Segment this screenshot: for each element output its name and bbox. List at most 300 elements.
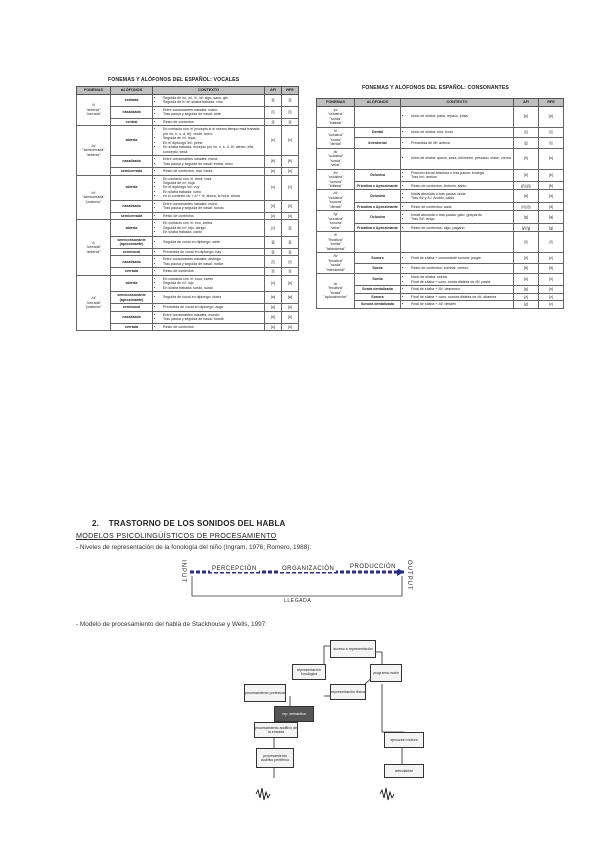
context-item: • Inicio de sílaba: pasa, repaso, prisa — [411, 114, 511, 118]
context-cell — [401, 127, 514, 137]
context-list — [403, 184, 511, 188]
box-lexical: representación léxica — [330, 684, 366, 700]
context-item: • Seguida de vocal en diptongo: siete — [163, 240, 262, 244]
context-cell — [153, 304, 265, 311]
rfe-cell: [p] — [539, 106, 564, 127]
table-row — [77, 248, 299, 255]
rfe-cell: [w] — [282, 292, 299, 304]
allophone-cell: Sonora — [355, 253, 401, 263]
rfe-cell: [i] — [282, 268, 299, 275]
rfe-cell: [ĩ] — [282, 256, 299, 268]
afi-cell: [u̯] — [265, 304, 282, 311]
allophone-cell: semiconsonante (aproximante) — [111, 236, 153, 248]
context-list — [403, 141, 511, 145]
afi-cell: [õ] — [265, 200, 282, 212]
context-cell — [153, 212, 265, 219]
afi-cell: [ĩ] — [265, 106, 282, 118]
rfe-cell: [i] — [282, 118, 299, 125]
context-item: • Tras /N/: tango — [411, 217, 511, 221]
context-list — [155, 257, 262, 266]
phoneme-cell: /g/ "oclusiva" "sonora" "velar" — [317, 211, 355, 232]
phoneme-cell: /i/ "cerrada" "anterior" — [77, 220, 111, 275]
context-list — [155, 157, 262, 166]
consonant-table-title: FONEMAS Y ALÓFONOS DEL ESPAÑOL: CONSONANTES — [362, 85, 509, 91]
section-subtitle: MODELOS PSICOLINGÜÍSTICOS DE PROCESAMIENTO — [76, 531, 277, 540]
context-item: • Inicio de sílaba: queso, casa, kilómetro, pescado, clase, crema — [411, 156, 511, 160]
afi-cell: [ɔ] — [265, 175, 282, 200]
context-cell — [401, 263, 514, 273]
context-cell — [153, 292, 265, 304]
afi-cell: [ð] [ð̞] — [514, 203, 539, 211]
output-label: OUTPUT — [406, 560, 412, 591]
context-cell — [153, 220, 265, 236]
rfe-cell: [ũ] — [282, 311, 299, 323]
context-cell — [153, 311, 265, 323]
rfe-cell: [ẓ] — [539, 253, 564, 263]
context-cell — [401, 232, 514, 253]
box-execution: ejecución motora — [384, 732, 424, 748]
table-row — [317, 127, 564, 137]
bullet-stackhouse: - Modelo de procesamiento del habla de Stackhouse y Wells, 1997: — [76, 621, 268, 628]
afi-cell: [f] — [514, 232, 539, 253]
allophone-cell: Fricativa o Aproximante — [355, 203, 401, 211]
table-row — [77, 304, 299, 311]
box-speech-input: procesamiento auditivo de la entrada — [254, 722, 298, 738]
context-item: • En sílaba trabada: corto — [163, 190, 262, 194]
context-item: • Entre consonantes nasales: mano — [163, 108, 262, 112]
allophone-cell: nasalizada — [111, 156, 153, 168]
phoneme-cell: /i/ "anterior" "cerrada" — [77, 94, 111, 125]
table-row — [77, 212, 299, 219]
context-list — [155, 169, 262, 173]
context-item: • En sílaba trabada: surdo, susto — [163, 286, 262, 290]
afi-cell: [e] — [265, 168, 282, 175]
table-row — [77, 168, 299, 175]
context-list — [155, 250, 262, 254]
context-item: • En sílaba trabada, excepto por /m, n, s, d, θ/: afecto, ella, concepto, seda — [163, 145, 262, 154]
afi-cell: [i] — [265, 118, 282, 125]
perception-label: PERCEPCIÓN — [212, 566, 257, 572]
rfe-cell: [i] — [282, 94, 299, 106]
context-list — [155, 269, 262, 273]
context-list — [403, 226, 511, 230]
context-item: • Entre consonantes nasales: mono — [163, 202, 262, 206]
afi-cell: [z] — [514, 293, 539, 300]
stackhouse-arrows — [244, 636, 424, 806]
levels-diagram — [180, 558, 420, 606]
allophone-cell: Fricativa o Aproximante — [355, 182, 401, 190]
context-item: • En contacto con /r/: ruso, carrer — [163, 277, 262, 281]
context-cell — [401, 224, 514, 232]
phoneme-cell: /b/ "oclusiva" "sonora" "bilabial" — [317, 169, 355, 190]
context-item: • Inicio de sílaba: sirena — [411, 275, 511, 279]
context-list — [155, 325, 262, 329]
context-item: • Resto de contextos — [163, 214, 262, 218]
afi-cell: [ɛ] — [265, 126, 282, 156]
context-cell — [401, 293, 514, 300]
rfe-cell: [t] — [539, 127, 564, 137]
bullet-ingram: - Niveles de representación de la fonología del niño (Ingram, 1976; Romero, 1988): — [76, 544, 312, 551]
context-item: • Seguida de /x/: lujo — [163, 281, 262, 285]
context-item: • Seguida de /r/ en sílaba trabada: vino — [163, 100, 262, 104]
afi-cell: [g] — [514, 211, 539, 224]
context-list — [403, 287, 511, 291]
context-item: • Resto de contextos — [163, 325, 262, 329]
rfe-cell: [ĩ] — [282, 106, 299, 118]
box-access-representation: acceso a representación — [330, 640, 376, 658]
context-item: • Final de sílaba + consonante sonora: juzgar — [411, 256, 511, 260]
rfe-cell: [ṣ] — [539, 286, 564, 293]
phoneme-cell: /p/ "oclusiva" "sorda" "bilabial" — [317, 106, 355, 127]
context-cell — [401, 148, 514, 169]
table-row — [317, 169, 564, 182]
table-row — [77, 220, 299, 236]
context-list — [403, 256, 511, 260]
input-label: INPUT — [180, 560, 186, 583]
rfe-cell: [õ] — [282, 200, 299, 212]
context-list — [155, 108, 262, 117]
context-cell — [401, 253, 514, 263]
afi-cell: [β] [β̞] — [514, 182, 539, 190]
context-item: • En sílaba trabada: canto — [163, 230, 262, 234]
context-list — [403, 266, 511, 270]
afi-cell: [b] — [514, 169, 539, 182]
context-list — [155, 214, 262, 218]
table-row — [317, 106, 564, 127]
context-item: • Inicial absoluta o tras pausa: gato, guepardo — [411, 213, 511, 217]
context-cell — [153, 94, 265, 106]
afi-cell: [k] — [514, 148, 539, 169]
context-cell — [401, 203, 514, 211]
context-list — [155, 277, 262, 290]
context-item: • Final de sílaba + cons. sonora distinta de /d/: altamira — [411, 295, 511, 299]
allophone-cell: Oclusiva — [355, 190, 401, 203]
box-prelexical: procesamiento prelexical — [244, 684, 286, 702]
context-cell — [401, 274, 514, 286]
rfe-cell: [đ] — [539, 203, 564, 211]
context-item: • Precedida de vocal en diptongo: hay — [163, 250, 262, 254]
context-item: • Final de sílaba + /d/: desdén — [411, 302, 511, 306]
allophone-cell — [355, 106, 401, 127]
context-item: • Final de sílaba + /θ/: descenso — [411, 287, 511, 291]
context-item: • Resto de contextos: mal, mesa — [163, 169, 262, 173]
allophone-cell: nasalizada — [111, 200, 153, 212]
afi-cell: [u] — [265, 323, 282, 330]
afi-cell: [ẽ] — [265, 156, 282, 168]
context-list — [403, 130, 511, 134]
context-item: • En el diptongo /oi/: voy — [163, 185, 262, 189]
afi-cell: [i̯] — [265, 248, 282, 255]
rfe-cell: [d] — [539, 190, 564, 203]
context-item: • Posición inicial absoluta o tras pausa: bodega — [411, 171, 511, 175]
context-item: • Inicio de sílaba: toro, trozo — [411, 130, 511, 134]
allophone-cell: nasalizada — [111, 256, 153, 268]
context-cell — [401, 211, 514, 224]
rfe-cell: [θ] — [539, 263, 564, 273]
context-list — [403, 213, 511, 222]
context-cell — [153, 323, 265, 330]
context-item: • Seguida de /x/: lejos — [163, 136, 262, 140]
allophone-cell: Sorda — [355, 263, 401, 273]
phoneme-cell: /s/ "fricativa" "sorda" "apicoalveolar" — [317, 274, 355, 308]
production-label: PRODUCCIÓN — [350, 564, 397, 570]
rfe-cell: [b] — [539, 169, 564, 182]
column-header: FONEMAS — [77, 87, 111, 95]
table-row — [77, 256, 299, 268]
context-list — [403, 114, 511, 118]
table-row — [317, 301, 564, 308]
allophone-cell: Sorda dentalizada — [355, 286, 401, 293]
afi-cell: [o] — [265, 212, 282, 219]
afi-cell: [t] — [514, 127, 539, 137]
phoneme-cell: /u/ "cerrada" "posterior" — [77, 275, 111, 330]
table-row — [77, 106, 299, 118]
phoneme-cell: /f/ "fricativa" "sorda" "labiodental" — [317, 232, 355, 253]
rfe-cell: [u] — [282, 323, 299, 330]
context-cell — [153, 126, 265, 156]
context-cell — [153, 156, 265, 168]
context-item: • Entre consonantes nasales: mundo — [163, 313, 262, 317]
box-semantic: rep. semántica — [274, 706, 314, 722]
table-row — [317, 224, 564, 232]
allophone-cell: Dental — [355, 127, 401, 137]
column-header: RFE — [539, 99, 564, 107]
afi-cell: [j] — [265, 236, 282, 248]
table-row — [77, 118, 299, 125]
afi-cell: [ũ] — [265, 311, 282, 323]
table-row — [77, 200, 299, 212]
context-cell — [153, 200, 265, 212]
context-item: • En el diptongo /ei/: peine — [163, 141, 262, 145]
context-cell — [401, 169, 514, 182]
context-cell — [153, 118, 265, 125]
context-list — [155, 221, 262, 234]
context-cell — [401, 138, 514, 148]
allophone-cell: cerrada — [111, 323, 153, 330]
table-row — [77, 175, 299, 200]
rfe-cell: [ɔ] — [282, 175, 299, 200]
context-cell — [401, 190, 514, 203]
table-row — [317, 274, 564, 286]
table-row — [77, 268, 299, 275]
allophone-cell: Sonora dentalizada — [355, 301, 401, 308]
rfe-cell: [k] — [539, 148, 564, 169]
table-row — [77, 311, 299, 323]
rfe-cell: [ẽ] — [282, 156, 299, 168]
phoneme-cell: /t/ "oclusiva" "sorda" "dental" — [317, 127, 355, 148]
context-item: • Resto de contextos: zumbar, cerezo — [411, 266, 511, 270]
rfe-cell: [o] — [282, 212, 299, 219]
table-row — [77, 126, 299, 156]
context-item: • Seguida de /s/, /n/, /l/, /d/: sigo, sano, gis — [163, 96, 262, 100]
table-row — [77, 292, 299, 304]
afi-cell: [t̪] — [514, 138, 539, 148]
afi-cell: [s̪] — [514, 286, 539, 293]
context-list — [155, 120, 262, 124]
allophone-cell: Sonora — [355, 293, 401, 300]
vowel-table — [76, 86, 299, 331]
rfe-cell: [ƀ] — [539, 182, 564, 190]
table-row — [77, 236, 299, 248]
context-cell — [401, 301, 514, 308]
context-item: • En contacto con /r/ (excepto si el mismo tiempo está trabada por /m, n, s, d, θ/): verde, berro — [163, 127, 262, 136]
afi-cell: [d] — [514, 190, 539, 203]
table-row — [77, 156, 299, 168]
section-title: TRASTORNO DE LOS SONIDOS DEL HABLA — [108, 519, 286, 528]
allophone-cell: abierta — [111, 220, 153, 236]
allophone-cell: Oclusiva — [355, 169, 401, 182]
box-phonological-representation: representación fonológica — [292, 664, 326, 680]
bottom-label: LLEGADA — [284, 598, 312, 604]
context-list — [403, 275, 511, 284]
context-item: • Resto de contextos: algo, pagano — [411, 226, 511, 230]
context-item: • Tras pausa y seguida de nasal: entrar, enso — [163, 162, 262, 166]
context-list — [403, 156, 511, 160]
column-header: FONEMAS — [317, 99, 355, 107]
context-list — [403, 192, 511, 201]
context-item: • Resto de contextos: cada — [411, 205, 511, 209]
afi-cell: [ɣ] [ɣ̞] — [514, 224, 539, 232]
rfe-cell: [e] — [282, 168, 299, 175]
section-number: 2. — [92, 519, 100, 528]
rfe-cell: [i̯] — [282, 248, 299, 255]
column-header: ALÓFONOS — [111, 87, 153, 95]
phoneme-cell: /d/ "oclusiva" "sonora" "dental" — [317, 190, 355, 211]
table-row — [317, 203, 564, 211]
allophone-cell: Oclusiva — [355, 211, 401, 224]
context-item: • Tras /m/: ambos — [411, 175, 511, 179]
context-item: • En contacto con /r/: dócil, rosa — [163, 177, 262, 181]
context-list — [403, 205, 511, 209]
context-item: • Precedida de vocal en diptongo: auge — [163, 305, 262, 309]
context-list — [155, 202, 262, 211]
allophone-cell: semivocal — [111, 304, 153, 311]
afi-cell: [z̪] — [514, 301, 539, 308]
context-list — [155, 177, 262, 199]
context-list — [155, 96, 262, 105]
context-cell — [153, 268, 265, 275]
box-motor-program: programa motor — [370, 664, 402, 682]
allophone-cell — [355, 232, 401, 253]
allophone-cell: central — [111, 118, 153, 125]
allophone-cell: nasalizada — [111, 106, 153, 118]
allophone-cell: semicerrada — [111, 168, 153, 175]
phoneme-cell: /o/ "semicerrada" "posterior" — [77, 175, 111, 220]
rfe-cell: [u̯] — [282, 304, 299, 311]
allophone-cell: abierta — [111, 175, 153, 200]
context-list — [155, 127, 262, 154]
afi-cell: [θ] — [514, 263, 539, 273]
allophone-cell: Fricativa o Aproximante — [355, 224, 401, 232]
context-item: • Precedida de /θ/: azteca — [411, 141, 511, 145]
context-item: • Entre consonantes nasales: distingo — [163, 257, 262, 261]
phoneme-cell: /θ/ "fricativa" "sorda" "interdental" — [317, 253, 355, 274]
rfe-cell: [z] — [539, 293, 564, 300]
allophone-cell: cerrada — [111, 268, 153, 275]
context-cell — [153, 256, 265, 268]
context-item: • En contacto con /r/: rico, arriba — [163, 221, 262, 225]
context-item: • Inicial absoluta o tras pausa: duda — [411, 192, 511, 196]
context-list — [403, 295, 511, 299]
context-cell — [401, 106, 514, 127]
column-header: CONTEXTO — [401, 99, 514, 107]
context-cell — [153, 236, 265, 248]
table-row — [317, 138, 564, 148]
phoneme-cell: /k/ "oclusiva" "sorda" "velar" — [317, 148, 355, 169]
allophone-cell: abierta — [111, 126, 153, 156]
context-item: • Seguida de vocal en diptongo: duelo — [163, 295, 262, 299]
rfe-cell: [s] — [539, 274, 564, 286]
afi-cell: [ɪ] — [265, 220, 282, 236]
context-item: • Tras pausa y seguida de nasal: hondo — [163, 206, 262, 210]
rfe-cell: [ẓ] — [539, 301, 564, 308]
table-row — [317, 148, 564, 169]
context-item: • en el contexto /a/ + /r/ + /l/: ahora, la hora, ahora — [163, 194, 262, 198]
context-list — [155, 313, 262, 322]
table-row — [77, 94, 299, 106]
context-item: • Resto de contextos — [163, 269, 262, 273]
afi-cell: [ĩ] — [265, 256, 282, 268]
section-heading — [92, 519, 286, 528]
allophone-cell: semiconsonante (aproximante) — [111, 292, 153, 304]
table-row — [317, 182, 564, 190]
table-row — [317, 190, 564, 203]
context-cell — [401, 286, 514, 293]
allophone-cell — [355, 148, 401, 169]
column-header: CONTEXTO — [153, 87, 265, 95]
afi-cell: [i] — [265, 94, 282, 106]
context-item: • Tras pausa y seguida de nasal: ante — [163, 112, 262, 116]
afi-cell: [ð] — [514, 253, 539, 263]
context-item: • Resto de contextos: Antonio, sabio — [411, 184, 511, 188]
vowel-table-title: FONEMAS Y ALÓFONOS DEL ESPAÑOL: VOCALES — [108, 77, 240, 83]
table-row — [317, 232, 564, 253]
allophone-cell: semivocal — [111, 248, 153, 255]
rfe-cell: [ǥ] — [539, 224, 564, 232]
rfe-cell: [i̞] — [282, 220, 299, 236]
allophone-cell: abierta — [111, 275, 153, 291]
context-list — [403, 302, 511, 306]
rfe-cell: [f] — [539, 232, 564, 253]
allophone-cell: Sorda — [355, 274, 401, 286]
rfe-cell: [u̞] — [282, 275, 299, 291]
phoneme-cell: /e/ "semicerrada" "anterior" — [77, 126, 111, 175]
context-item: • Entre consonantes nasales: mena — [163, 157, 262, 161]
allophone-cell: Interdental — [355, 138, 401, 148]
stackhouse-diagram — [244, 636, 424, 806]
table-row — [77, 323, 299, 330]
column-header: ALÓFONOS — [355, 99, 401, 107]
context-item: • Tras /N/ y /L/: Aroldo, caldo — [411, 196, 511, 200]
column-header: RFE — [282, 87, 299, 95]
allophone-cell: semicerrada — [111, 212, 153, 219]
table-row — [317, 293, 564, 300]
column-header: AFI — [514, 99, 539, 107]
context-cell — [401, 182, 514, 190]
context-item: • Tras pausa y seguida de nasal: hundir — [163, 317, 262, 321]
context-item: • Seguida de /x/: hijo, abrigo — [163, 226, 262, 230]
context-item: • Seguida de /x/: hoja — [163, 181, 262, 185]
context-item: • Final de sílaba + cons. sorda distinta de /θ/: pasta — [411, 280, 511, 284]
column-header: AFI — [265, 87, 282, 95]
rfe-cell: [ɛ] — [282, 126, 299, 156]
context-cell — [153, 275, 265, 291]
allophone-cell: nasalizada — [111, 311, 153, 323]
box-peripheral: procesamiento auditivo periférico — [256, 748, 294, 768]
context-cell — [153, 106, 265, 118]
context-cell — [153, 168, 265, 175]
allophone-cell: estirada — [111, 94, 153, 106]
